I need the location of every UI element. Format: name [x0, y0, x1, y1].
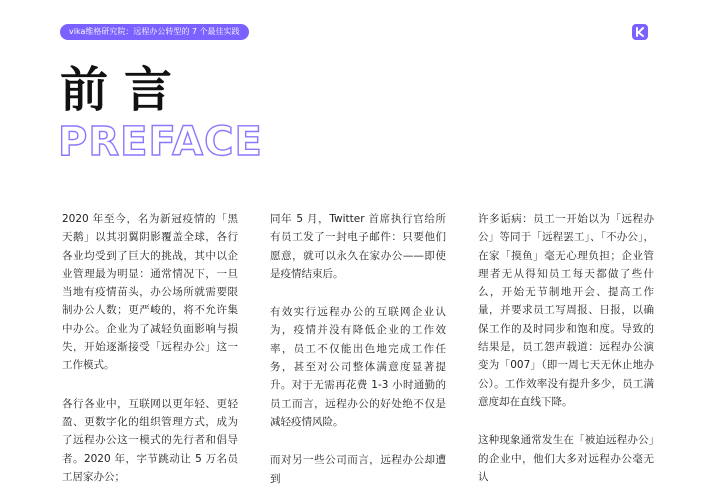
page-subtitle: PREFACE [58, 119, 263, 165]
paragraph: 同年 5 月，Twitter 首席执行官给所有员工发了一封电子邮件：只要他们愿意，就可以永久在家办公——即使是疫情结束后。 [270, 213, 446, 280]
text-column-3 [478, 210, 654, 483]
paragraph: 各行各业中，互联网以更年轻、更轻盈、更数字化的组织管理方式，成为了远程办公这一模式的先行者和倡导者。2020 年，字节跳动让 5 万名员工居家办公； [62, 397, 238, 483]
page-title: 前言 [60, 62, 189, 118]
paragraph: 而对另一些公司而言，远程办公却遭到 [270, 454, 446, 485]
text-column-1 [62, 210, 238, 483]
paragraph: 有效实行远程办公的互联网企业认为，疫情并没有降低企业的工作效率，员工不仅能出色地完成工作任务，甚至对公司整体满意度显著提升。对于无需再花费 1-3 小时通勤的员工而言，远程办公的好处绝不仅是减轻疫情风险。 [270, 306, 446, 428]
paragraph: 2020 年至今，名为新冠疫情的「黑天鹅」以其羽翼阴影覆盖全球，各行各业均受到了巨大的挑战，其中以企业管理最为明显：通常情况下，一旦当地有疫情苗头，办公场所就需要限制办公人数；更严峻的，将不允许集中办公。企业为了减轻负面影响与损失，开始逐渐接受「远程办公」这一工作模式。 [62, 213, 238, 372]
vika-logo-icon [632, 24, 648, 40]
paragraph: 许多诟病：员工一开始以为「远程办公」等同于「远程罢工」、「不办公」，在家「摸鱼」毫无心理负担；企业管理者无从得知员工每天都做了些什么，开始无节制地开会、提高工作量，并要求员工写周报、日报，以确保工作的及时同步和饱和度。导致的结果是，员工怨声载道：远程办公演变为「007」（即一周七天无休止地办公）。工作效率没有提升多少，员工满意度却在直线下降。 [478, 213, 654, 408]
text-column-2 [270, 210, 446, 485]
header-tag: vika维格研究院：远程办公转型的 7 个最佳实践 [60, 24, 249, 40]
paragraph: 这种现象通常发生在「被迫远程办公」的企业中，他们大多对远程办公毫无认 [478, 434, 654, 483]
